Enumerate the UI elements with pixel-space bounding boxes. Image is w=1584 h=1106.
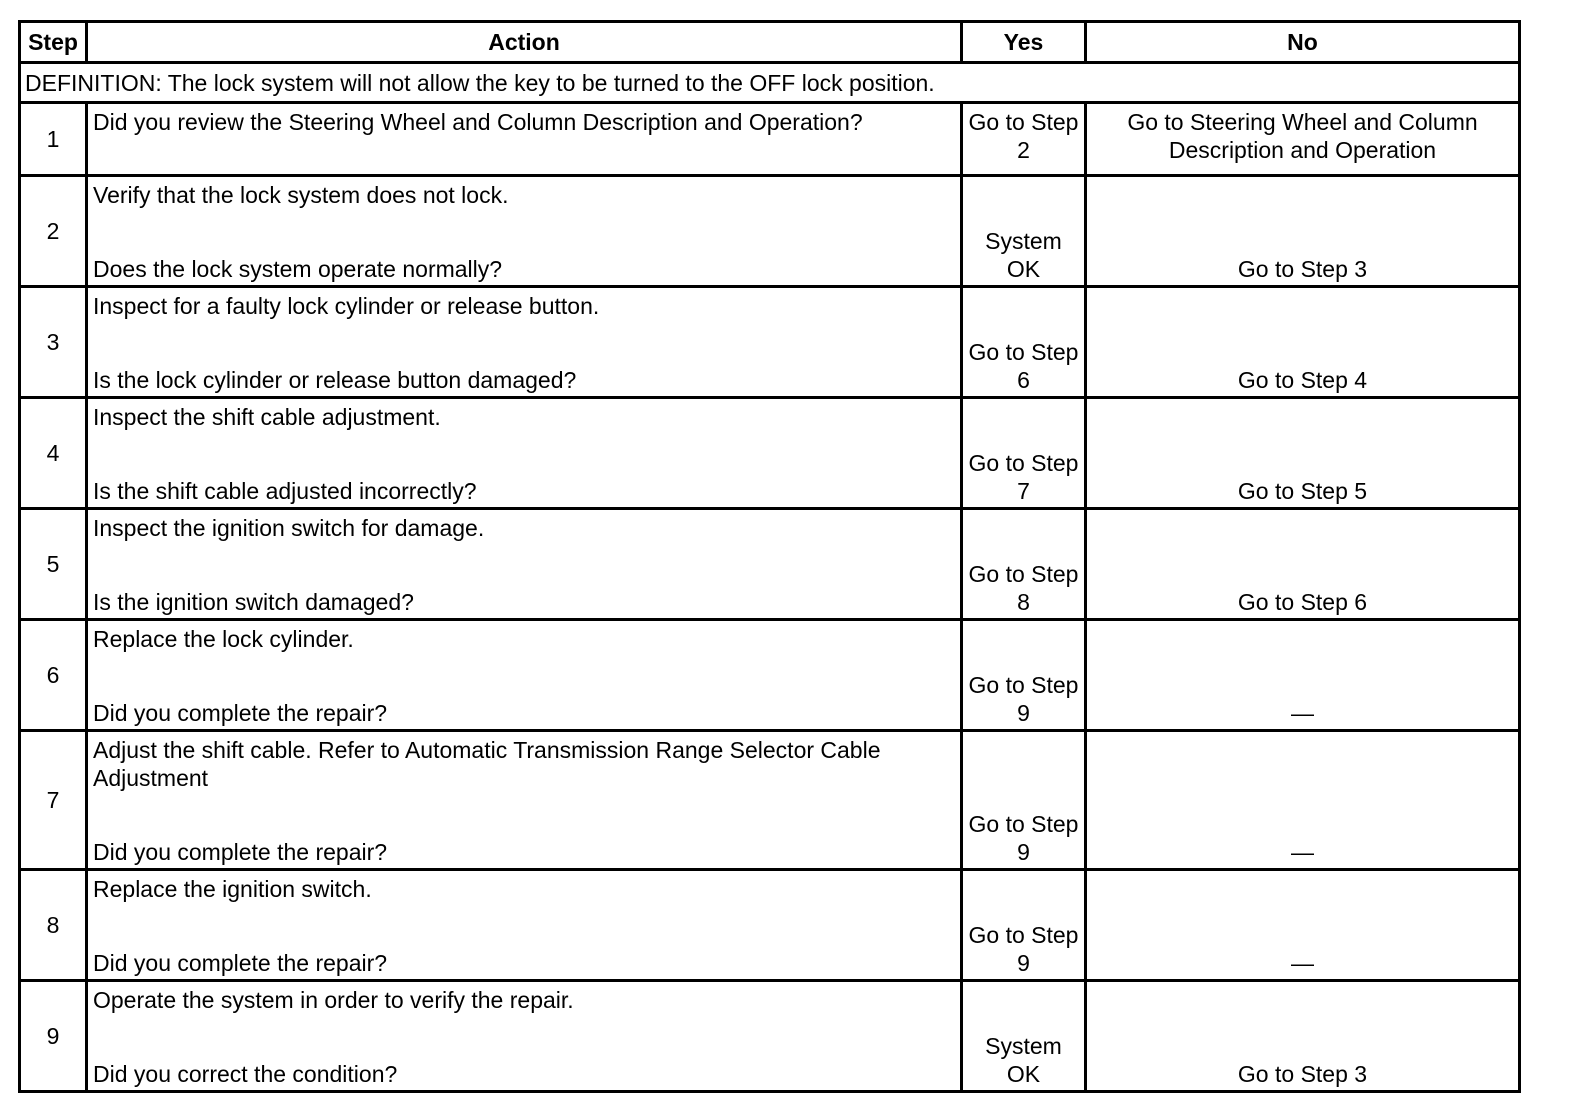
table-row	[20, 870, 1520, 981]
no-result: Go to Step 3	[1086, 981, 1520, 1092]
step-number: 2	[20, 176, 87, 287]
action-cell	[87, 731, 962, 870]
yes-result: Go to Step 7	[962, 398, 1086, 509]
question-text: Did you correct the condition?	[93, 1061, 398, 1087]
action-cell	[87, 287, 962, 398]
yes-result: Go to Step 9	[962, 620, 1086, 731]
table-row	[20, 287, 1520, 398]
yes-result: Go to Step 6	[962, 287, 1086, 398]
yes-result: Go to Step 9	[962, 731, 1086, 870]
table-row	[20, 176, 1520, 287]
action-cell	[87, 981, 962, 1092]
definition-row	[20, 63, 1520, 103]
step-number: 6	[20, 620, 87, 731]
action-text: Did you review the Steering Wheel and Column Description and Operation?	[87, 103, 962, 176]
table-row	[20, 731, 1520, 870]
step-number: 1	[20, 103, 87, 176]
no-result: Go to Steering Wheel and Column Description and Operation	[1086, 103, 1520, 176]
question-text: Is the shift cable adjusted incorrectly?	[93, 478, 477, 504]
diagnostic-table	[18, 20, 1521, 1093]
step-number: 4	[20, 398, 87, 509]
question-text: Is the ignition switch damaged?	[93, 589, 414, 615]
header-no: No	[1086, 22, 1520, 63]
question-text: Does the lock system operate normally?	[93, 256, 503, 282]
header-row	[20, 22, 1520, 63]
step-number: 8	[20, 870, 87, 981]
yes-result: Go to Step 2	[962, 103, 1086, 176]
action-text: Adjust the shift cable. Refer to Automatic Transmission Range Selector Cable Adjustment	[93, 737, 881, 791]
yes-result: System OK	[962, 176, 1086, 287]
definition-text: DEFINITION: The lock system will not allow the key to be turned to the OFF lock position.	[20, 63, 1520, 103]
no-result: —	[1086, 620, 1520, 731]
no-result: —	[1086, 870, 1520, 981]
no-result: Go to Step 6	[1086, 509, 1520, 620]
table-row	[20, 398, 1520, 509]
action-text: Inspect the shift cable adjustment.	[93, 404, 441, 430]
no-result: Go to Step 5	[1086, 398, 1520, 509]
action-text: Inspect the ignition switch for damage.	[93, 515, 485, 541]
action-cell	[87, 509, 962, 620]
question-text: Is the lock cylinder or release button damaged?	[93, 367, 577, 393]
step-number: 9	[20, 981, 87, 1092]
table-row	[20, 620, 1520, 731]
header-yes: Yes	[962, 22, 1086, 63]
question-text: Did you complete the repair?	[93, 700, 388, 726]
yes-result: Go to Step 9	[962, 870, 1086, 981]
header-action: Action	[87, 22, 962, 63]
step-number: 7	[20, 731, 87, 870]
no-result: Go to Step 4	[1086, 287, 1520, 398]
no-result: Go to Step 3	[1086, 176, 1520, 287]
yes-result: System OK	[962, 981, 1086, 1092]
table-row	[20, 981, 1520, 1092]
action-cell	[87, 620, 962, 731]
action-text: Operate the system in order to verify the repair.	[93, 987, 574, 1013]
step-number: 5	[20, 509, 87, 620]
action-text: Verify that the lock system does not lock.	[93, 182, 509, 208]
question-text: Did you complete the repair?	[93, 839, 388, 865]
action-text: Replace the lock cylinder.	[93, 626, 354, 652]
yes-result: Go to Step 8	[962, 509, 1086, 620]
no-result: —	[1086, 731, 1520, 870]
step-number: 3	[20, 287, 87, 398]
action-text: Inspect for a faulty lock cylinder or release button.	[93, 293, 600, 319]
header-step: Step	[20, 22, 87, 63]
question-text: Did you complete the repair?	[93, 950, 388, 976]
table-row	[20, 509, 1520, 620]
action-text: Replace the ignition switch.	[93, 876, 372, 902]
action-cell	[87, 398, 962, 509]
action-cell	[87, 870, 962, 981]
action-cell	[87, 176, 962, 287]
table-row	[20, 103, 1520, 176]
